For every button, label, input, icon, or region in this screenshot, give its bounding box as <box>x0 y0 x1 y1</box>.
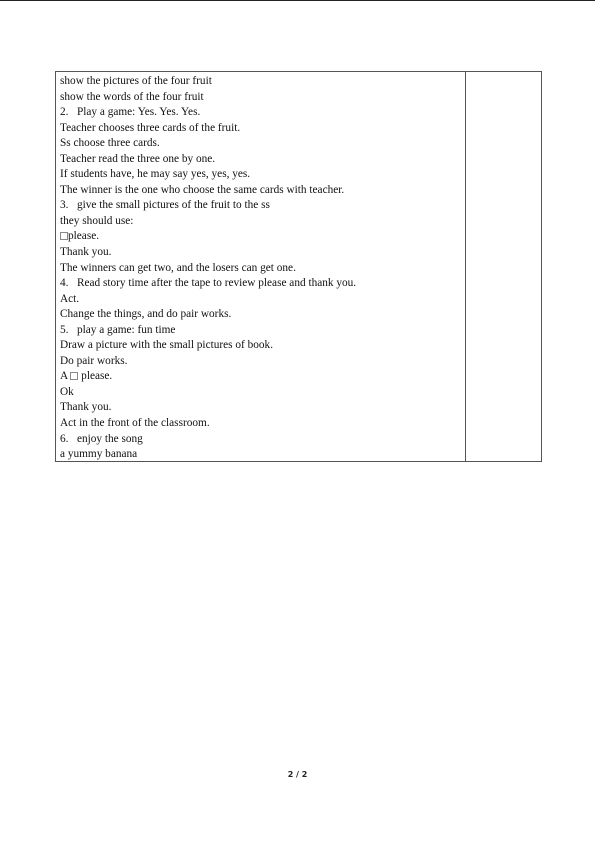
procedure-line: 6. enjoy the song <box>60 432 143 445</box>
procedure-line: Ss choose three cards. <box>60 137 160 150</box>
procedure-line: Teacher read the three one by one. <box>60 152 216 165</box>
procedure-line: Do pair works. <box>60 354 128 367</box>
procedure-line: Act in the front of the classroom. <box>60 417 210 430</box>
procedure-line: The winner is the one who choose the same cards with teacher. <box>60 183 345 196</box>
procedure-line: Thank you. <box>60 401 112 414</box>
line-suffix: please. <box>68 230 100 243</box>
procedure-line: If students have, he may say yes, yes, yes. <box>60 168 251 181</box>
procedure-line: 5. play a game: fun time <box>60 323 176 336</box>
procedure-line: show the words of the four fruit <box>60 90 204 103</box>
procedure-line: Act. <box>60 292 80 305</box>
procedure-column <box>56 72 466 461</box>
procedure-line: Teacher chooses three cards of the fruit. <box>60 121 241 134</box>
procedure-line: 2. Play a game: Yes. Yes. Yes. <box>60 106 201 119</box>
procedure-line: Thank you. <box>60 246 112 259</box>
procedure-line: 4. Read story time after the tape to review please and thank you. <box>60 277 357 290</box>
lesson-plan-table <box>55 71 542 462</box>
procedure-line-with-box <box>60 369 465 385</box>
line-suffix: please. <box>78 370 113 383</box>
top-border-line <box>0 0 595 1</box>
line-prefix: A <box>60 370 71 383</box>
procedure-line: show the pictures of the four fruit <box>60 75 212 87</box>
procedure-line: The winners can get two, and the losers can get one. <box>60 261 296 274</box>
procedure-line: Ok <box>60 385 74 398</box>
procedure-line: Draw a picture with the small pictures of book. <box>60 339 274 352</box>
procedure-line: a yummy banana <box>60 448 138 461</box>
procedure-line: they should use: <box>60 214 134 227</box>
procedure-line: 3. give the small pictures of the fruit to the ss <box>60 199 270 212</box>
notes-column <box>466 72 541 461</box>
procedure-line: Change the things, and do pair works. <box>60 308 232 321</box>
page-number: 2 / 2 <box>287 770 308 779</box>
procedure-line-with-box <box>60 229 465 245</box>
placeholder-box-icon <box>60 232 68 240</box>
